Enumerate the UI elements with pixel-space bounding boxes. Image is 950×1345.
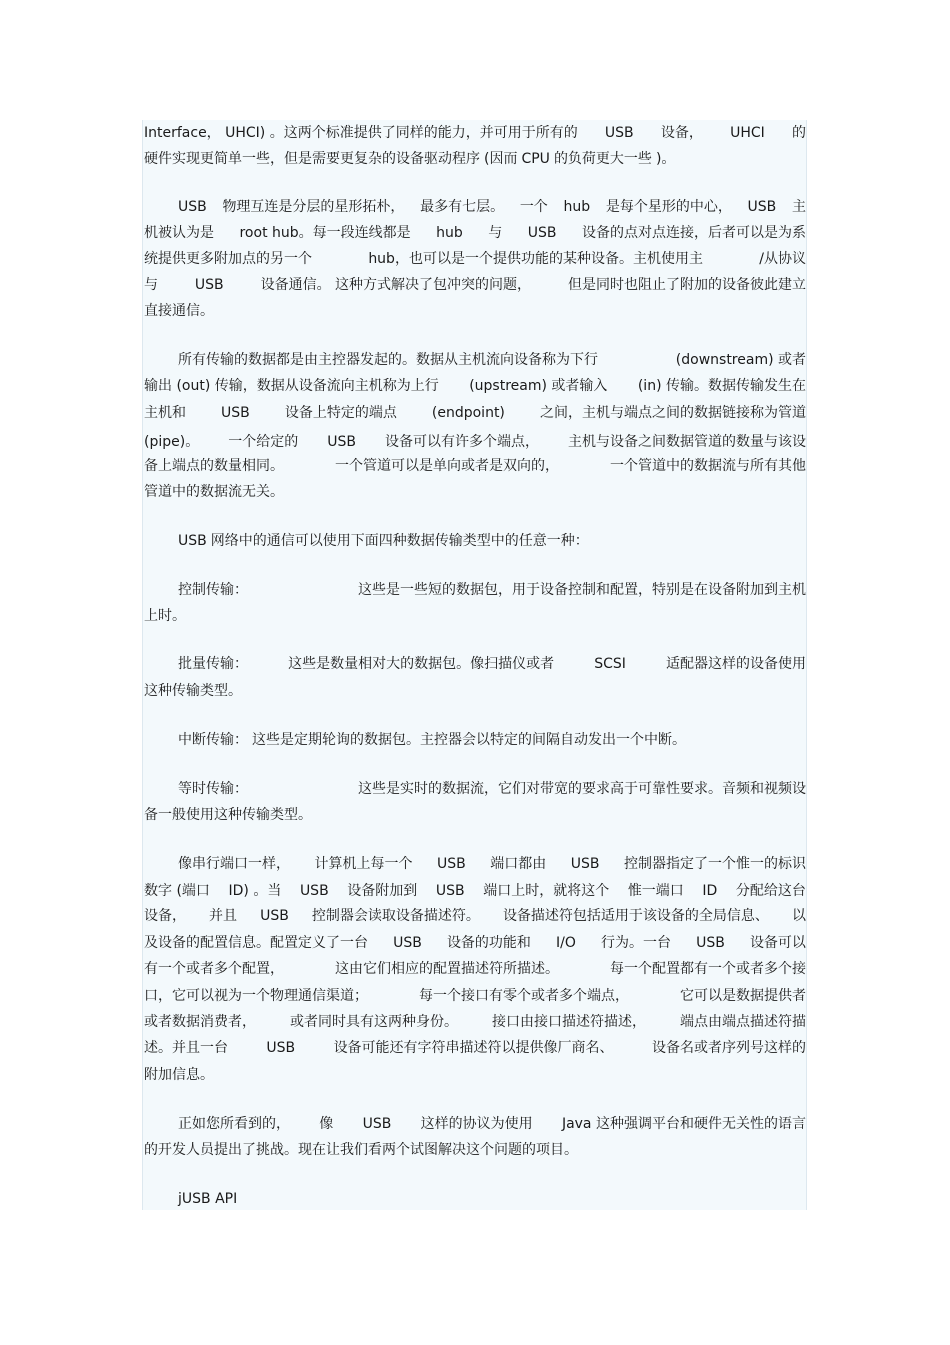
text-segment: 它可以是数据提供者 (680, 988, 806, 1004)
text-segment: USB (527, 225, 557, 241)
text-segment: 附加信息。 (144, 1067, 214, 1083)
text-segment: hub，也可以是一个提供功能的某种设备。主机使用主 (368, 251, 703, 267)
text-line (144, 198, 806, 216)
text-segment: 数字 (端口 (144, 883, 210, 899)
text-segment: 直接通信。 (144, 303, 214, 319)
text-line (144, 457, 806, 475)
text-segment: (in) 传输。数据传输发生在 (637, 378, 806, 394)
text-segment: USB (221, 405, 250, 421)
text-segment: 控制传输： (178, 582, 248, 598)
text-line (144, 655, 806, 673)
text-segment: USB (178, 533, 207, 549)
text-segment: 设备上特定的端点 (284, 405, 397, 421)
text-segment: 这些是实时的数据流，它们对带宽的要求高于可靠性要求。音频和视频设 (358, 781, 806, 797)
text-segment: 上时。 (144, 608, 186, 624)
text-line (144, 934, 806, 952)
text-line (144, 532, 806, 550)
text-line (144, 855, 806, 873)
text-line (144, 433, 806, 451)
text-segment: 这些是数量相对大的数据包。像扫描仪或者 (288, 656, 555, 672)
text-segment: 这些是定期轮询的数据包。主控器会以特定的间隔自动发出一个中断。 (252, 732, 686, 748)
text-segment: ID (702, 883, 718, 899)
text-segment: 控制器会读取设备描述符。 (311, 908, 480, 924)
text-line (144, 1141, 806, 1159)
text-segment: 这由它们相应的配置描述符所描述。 (335, 961, 559, 977)
text-segment: 设备通信。 这种方式解决了包冲突的问题， (260, 277, 532, 293)
text-segment: 机被认为是 (144, 225, 214, 241)
text-segment: 主 (791, 199, 806, 215)
text-line (144, 1115, 806, 1133)
text-segment: (因而 (484, 151, 518, 167)
text-line (144, 351, 806, 369)
text-line (144, 1013, 806, 1031)
text-line (144, 377, 806, 395)
text-segment: USB (260, 908, 289, 924)
text-segment: 行为。一台 (601, 935, 671, 951)
text-segment: 惟一端口 (627, 883, 684, 899)
text-segment: 之间，主机与端点之间的数据链接称为管道 (539, 405, 806, 421)
text-segment: 输出 (out) 传输，数据从设备流向主机称为上行 (144, 378, 439, 394)
text-segment: USB (362, 1116, 392, 1132)
text-segment: hub (563, 199, 591, 215)
text-segment: 每一个配置都有一个或者多个接 (610, 961, 806, 977)
text-segment: 计算机上每一个 (314, 856, 413, 872)
text-segment: root hub。每一段连线都是 (239, 225, 411, 241)
text-segment: 是每个星形的中心， (605, 199, 732, 215)
text-segment: 述。并且一台 (144, 1040, 228, 1056)
text-segment: 的开发人员提出了挑战。现在让我们看两个试图解决这个问题的项目。 (144, 1142, 578, 1158)
text-segment: UHCI (730, 125, 765, 141)
text-segment: USB (437, 856, 466, 872)
text-line (144, 302, 806, 320)
text-segment: 等时传输： (178, 781, 248, 797)
text-line (144, 483, 806, 501)
text-line (144, 150, 806, 168)
text-segment: (endpoint) (431, 405, 505, 421)
text-segment: 设备附加到 (347, 883, 418, 899)
text-segment: 这样的协议为使用 (420, 1116, 533, 1132)
text-segment: (pipe)。 (144, 434, 200, 450)
text-line (144, 987, 806, 1005)
text-segment: 主机与设备之间数据管道的数量与该设 (567, 434, 806, 450)
text-segment: 与 (144, 277, 158, 293)
text-segment: 管道中的数据流无关。 (144, 484, 284, 500)
text-segment: 这种传输类型。 (144, 683, 242, 699)
text-segment: 硬件实现更简单一些，但是需要更复杂的设备驱动程序 (144, 151, 480, 167)
text-segment: USB (393, 935, 422, 951)
text-segment: /从协议 (759, 251, 806, 267)
text-segment: 适配器这样的设备使用 (665, 656, 806, 672)
text-segment: Interface， UHCI) 。这两个标准提供了同样的能力，并可用于所有的 (144, 125, 578, 141)
text-segment: 网络中的通信可以使用下面四种数据传输类型中的任意一种： (210, 533, 589, 549)
text-line (144, 780, 806, 798)
text-segment: 所有传输的数据都是由主控器发起的。数据从主机流向设备称为下行 (178, 352, 598, 368)
text-segment: 像 (319, 1116, 334, 1132)
text-line (144, 250, 806, 268)
text-segment: ID) 。当 (228, 883, 282, 899)
text-segment: USB (570, 856, 600, 872)
text-segment: 以 (791, 908, 806, 924)
text-line (144, 907, 806, 925)
text-segment: 或者同时具有这两种身份。 (290, 1014, 458, 1030)
text-line (144, 882, 806, 900)
text-segment: CPU (521, 151, 550, 167)
text-segment: 设备的点对点连接，后者可以是为系 (581, 225, 806, 241)
text-segment: 设备， (660, 125, 703, 141)
text-segment: SCSI (594, 656, 626, 672)
text-segment: 最多有七层。 (420, 199, 505, 215)
text-segment: 备上端点的数量相同。 (144, 458, 284, 474)
text-segment: Java 这种强调平台和硬件无关性的语言 (561, 1116, 806, 1132)
text-segment: 一个给定的 (228, 434, 299, 450)
text-line (144, 806, 806, 824)
text-line (144, 1039, 806, 1057)
text-segment: 设备描述符包括适用于该设备的全局信息、 (502, 908, 769, 924)
text-line (144, 607, 806, 625)
text-segment: )。 (655, 151, 676, 167)
text-segment: 接口由接口描述符描述， (492, 1014, 646, 1030)
text-segment: 一个管道可以是单向或者是双向的， (335, 458, 559, 474)
text-segment: USB (178, 199, 207, 215)
text-segment: 端口上时，就将这个 (483, 883, 610, 899)
text-segment: 并且 (209, 908, 238, 924)
text-segment: 端点由端点描述符描 (680, 1014, 806, 1030)
text-segment: USB (747, 199, 777, 215)
text-segment: 一个管道中的数据流与所有其他 (610, 458, 806, 474)
text-segment: 主机和 (144, 405, 186, 421)
text-segment: USB (696, 935, 725, 951)
text-segment: 端口都由 (490, 856, 547, 872)
text-segment: 设备可以 (749, 935, 806, 951)
text-segment: (downstream) 或者 (675, 352, 806, 368)
text-segment: 这些是一些短的数据包，用于设备控制和配置，特别是在设备附加到主机 (358, 582, 806, 598)
text-line (144, 960, 806, 978)
text-segment: 分配给这台 (735, 883, 806, 899)
text-segment: 中断传输： (178, 732, 248, 748)
text-line (144, 276, 806, 294)
text-line (144, 731, 806, 749)
text-segment: 一个 (519, 199, 548, 215)
text-segment: 设备可以有许多个端点， (384, 434, 539, 450)
text-segment: 但是同时也阻止了附加的设备彼此建立 (567, 277, 806, 293)
text-line (144, 1066, 806, 1084)
text-segment: 与 (488, 225, 503, 241)
text-segment: 设备名或者序列号这样的 (651, 1040, 806, 1056)
text-segment: 像串行端口一样， (178, 856, 290, 872)
text-segment: USB (327, 434, 356, 450)
text-segment: 及设备的配置信息。配置定义了一台 (144, 935, 368, 951)
text-segment: USB (194, 277, 224, 293)
text-line (144, 682, 806, 700)
text-segment: 口，它可以视为一个物理通信渠道； (144, 988, 368, 1004)
text-segment: 统提供更多附加点的另一个 (144, 251, 312, 267)
text-line (144, 581, 806, 599)
text-segment: 设备， (144, 908, 186, 924)
text-segment: 物理互连是分层的星形拓朴， (222, 199, 405, 215)
text-segment: 的负荷更大一些 (553, 151, 652, 167)
text-segment: USB (266, 1040, 296, 1056)
text-segment: 正如您所看到的， (178, 1116, 290, 1132)
text-segment: 备一般使用这种传输类型。 (144, 807, 312, 823)
text-line (144, 124, 806, 142)
text-segment: 的 (791, 125, 806, 141)
text-segment: 或者数据消费者， (144, 1014, 256, 1030)
text-segment: USB (299, 883, 329, 899)
text-line (144, 1190, 806, 1208)
text-segment: 每一个接口有零个或者多个端点， (419, 988, 629, 1004)
text-line (144, 404, 806, 422)
text-segment: jUSB API (178, 1191, 238, 1207)
text-segment: I/O (556, 935, 576, 951)
text-segment: (upstream) 或者输入 (469, 378, 608, 394)
text-segment: USB (435, 883, 465, 899)
text-segment: USB (604, 125, 634, 141)
text-segment: 设备可能还有字符串描述符以提供像厂商名、 (333, 1040, 614, 1056)
text-segment: 设备的功能和 (446, 935, 531, 951)
text-segment: hub (436, 225, 463, 241)
text-segment: 批量传输： (178, 656, 248, 672)
text-segment: 有一个或者多个配置， (144, 961, 284, 977)
text-line (144, 224, 806, 242)
text-segment: 控制器指定了一个惟一的标识 (624, 856, 806, 872)
